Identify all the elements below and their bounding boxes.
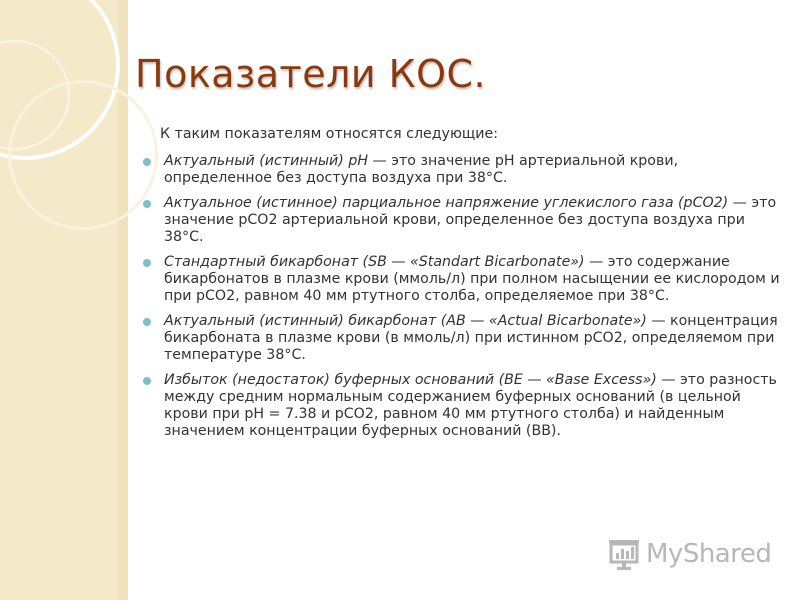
bullet-dot-icon [143,200,151,208]
list-item [140,254,780,305]
slide-content [140,126,780,448]
list-item [140,313,780,364]
list-item [140,195,780,246]
definition: — это значение рСО2 артериальной крови, определенное без доступа воздуха при 38°С. [164,195,777,245]
term: Стандартный бикарбонат (SB — «Standart Bicarbonate») [164,254,585,270]
watermark-text: MyShared [646,539,772,569]
bullet-list [140,153,780,440]
bullet-dot-icon [143,259,151,267]
slide-title: Показатели КОС. [135,52,487,96]
bullet-dot-icon [143,377,151,385]
term: Актуальный (истинный) бикарбонат (АВ — «Actual Bicarbonate») [164,313,647,329]
watermark-logo [606,536,771,572]
definition: — концентрация бикарбоната в плазме крови (в ммоль/л) при истинном рСО2, определяемом при температуре 38°С. [164,313,778,363]
term: Актуальное (истинное) парциальное напряжение углекислого газа (рСО2) [164,195,729,211]
list-item [140,372,780,440]
definition: — это значение pH артериальной крови, определенное без доступа воздуха при 38°С. [164,153,679,186]
presentation-board-icon [606,536,644,572]
list-item [140,153,780,187]
bullet-dot-icon [143,318,151,326]
intro-text: К таким показателям относятся следующие: [160,126,498,142]
definition: — это разность между средним нормальным содержанием буферных оснований (в цельной крови при рН = 7.38 и рСО2, равном 40 мм ртутного столба) и найденным значением концентрации буферных оснований (ВВ). [164,372,777,439]
definition: — это содержание бикарбонатов в плазме крови (ммоль/л) при полном насыщении ее кислородом и при рСО2, равном 40 мм ртутного столба, определяемое при 38°С. [164,254,780,304]
bullet-dot-icon [143,158,151,166]
term: Избыток (недостаток) буферных оснований (ВЕ — «Base Excess») [164,372,657,388]
term: Актуальный (истинный) pH [164,153,369,169]
